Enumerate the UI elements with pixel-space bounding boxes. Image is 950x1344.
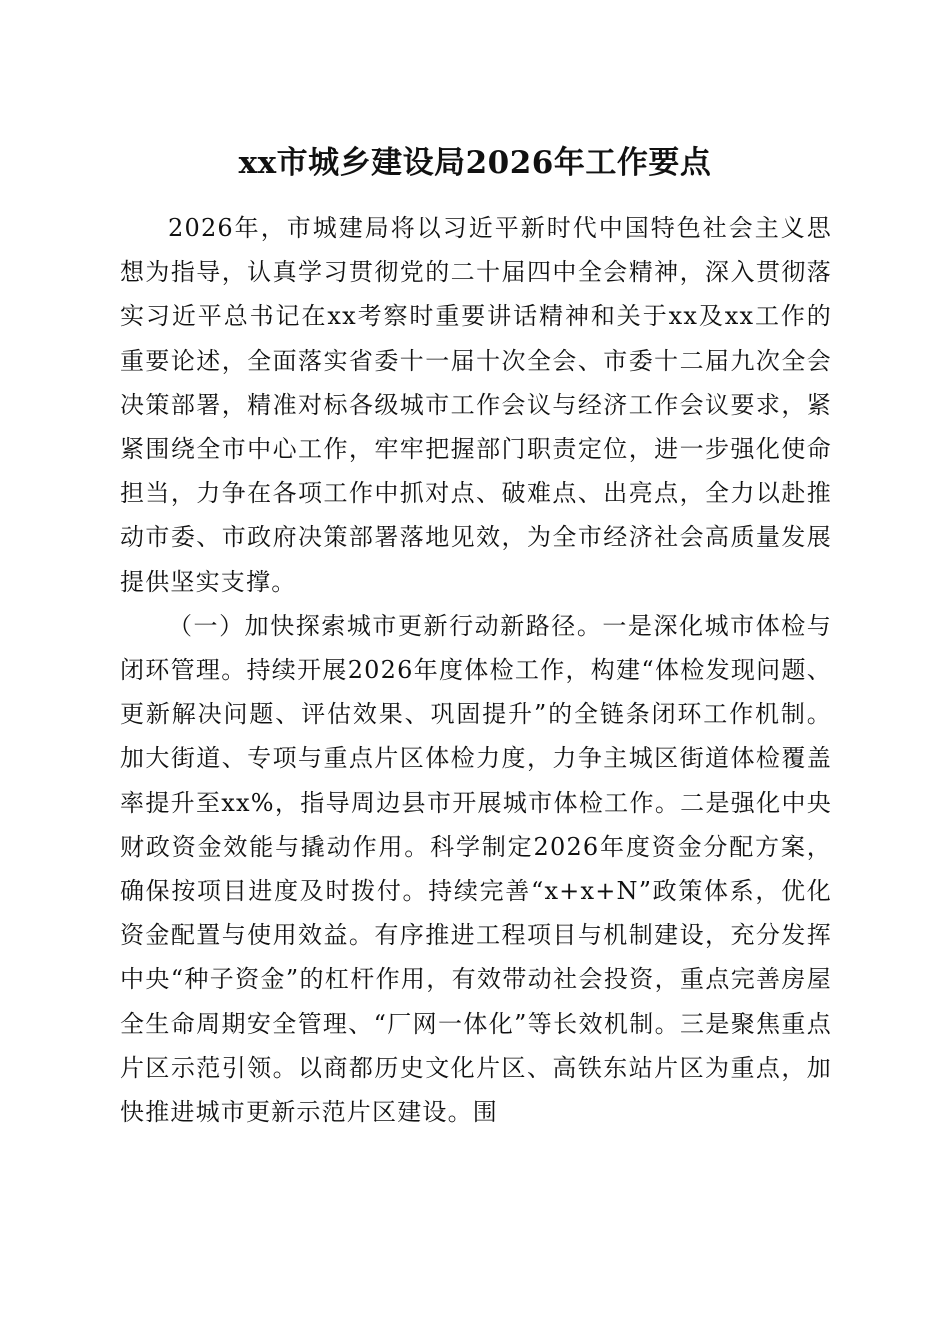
document-body bbox=[120, 206, 832, 1134]
section-1-paragraph bbox=[120, 604, 832, 1134]
intro-paragraph: 2026年，市城建局将以习近平新时代中国特色社会主义思想为指导，认真学习贯彻党的二十届四中全会精神，深入贯彻落实习近平总书记在xx考察时重要讲话精神和关于xx及xx工作的重要论述，全面落实省委十一届十次全会、市委十二届九次全会决策部署，精准对标各级城市工作会议与经济工作会议要求，紧紧围绕全市中心工作，牢牢把握部门职责定位，进一步强化使命担当，力争在各项工作中抓对点、破难点、出亮点，全力以赴推动市委、市政府决策部署落地见效，为全市经济社会高质量发展提供坚实支撑。 bbox=[120, 214, 832, 596]
document-title: xx市城乡建设局2026年工作要点 bbox=[238, 145, 712, 181]
section-1-heading: （一）加快探索城市更新行动新路径。 bbox=[168, 611, 603, 640]
section-1-body: 一是深化城市体检与闭环管理。持续开展2026年度体检工作，构建“体检发现问题、更新解决问题、评估效果、巩固提升”的全链条闭环工作机制。加大街道、专项与重点片区体检力度，力争主城区街道体检覆盖率提升至xx%，指导周边县市开展城市体检工作。二是强化中央财政资金效能与撬动作用。科学制定2026年度资金分配方案，确保按项目进度及时拨付。持续完善“x+x+N”政策体系，优化资金配置与使用效益。有序推进工程项目与机制建设，充分发挥中央“种子资金”的杠杆作用，有效带动社会投资，重点完善房屋全生命周期安全管理、“厂网一体化”等长效机制。三是聚焦重点片区示范引领。以商都历史文化片区、高铁东站片区为重点，加快推进城市更新示范片区建设。围 bbox=[120, 611, 832, 1127]
